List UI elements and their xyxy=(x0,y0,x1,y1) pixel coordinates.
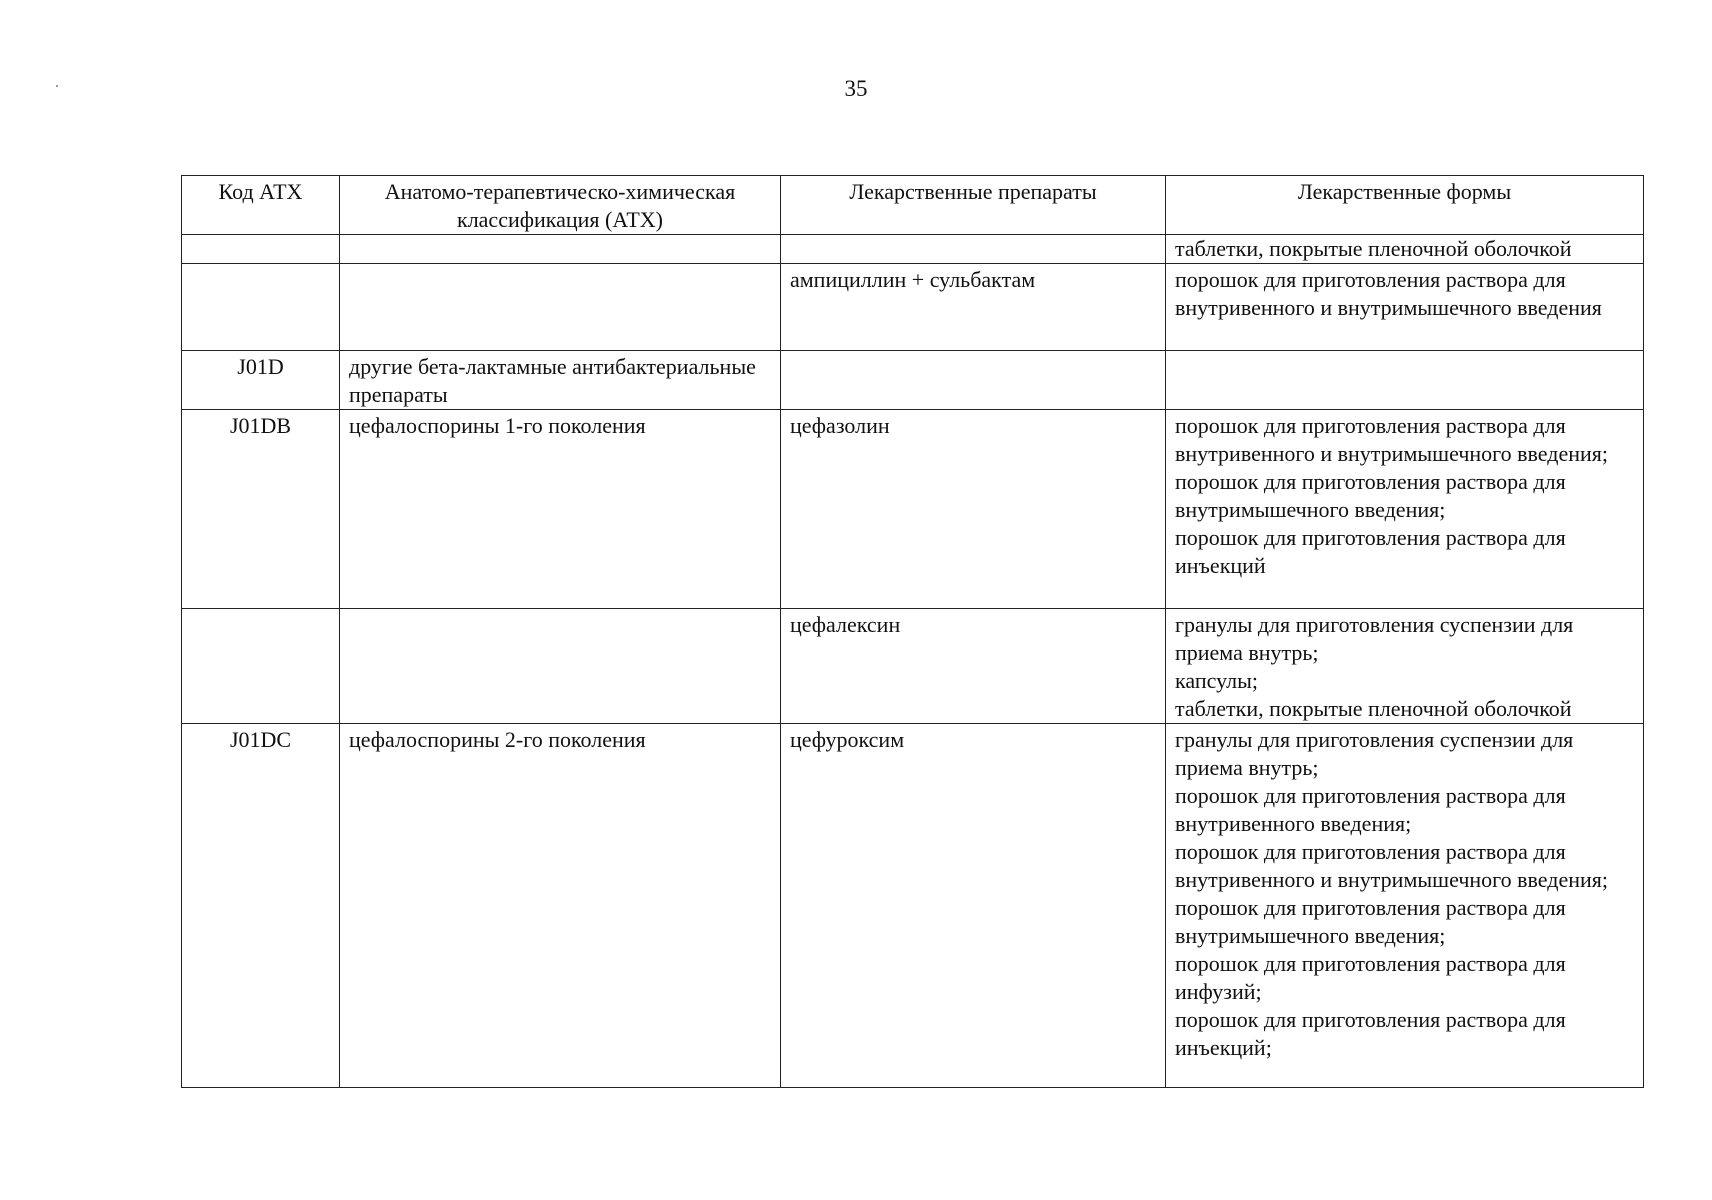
drug-cell: ампициллин + сульбактам xyxy=(781,264,1166,351)
dosage-form: порошок для приготовления раствора для инфузий; xyxy=(1175,951,1566,1004)
dosage-form: порошок для приготовления раствора для инъекций xyxy=(1175,525,1566,578)
dosage-form: порошок для приготовления раствора для инъекций; xyxy=(1175,1007,1566,1060)
dosage-form: гранулы для приготовления суспензии для приема внутрь; xyxy=(1175,727,1574,780)
forms-cell xyxy=(1166,609,1644,724)
forms-cell xyxy=(1166,410,1644,609)
atx-code-cell: J01DB xyxy=(182,410,340,609)
table-row xyxy=(182,351,1644,410)
atx-code-cell xyxy=(182,609,340,724)
table-row xyxy=(182,410,1644,609)
atx-code-cell xyxy=(182,235,340,264)
drug-cell xyxy=(781,235,1166,264)
dosage-form: порошок для приготовления раствора для внутривенного и внутримышечного введения; xyxy=(1175,413,1608,466)
drug-cell: цефазолин xyxy=(781,410,1166,609)
forms-cell xyxy=(1166,235,1644,264)
dosage-form: таблетки, покрытые пленочной оболочкой xyxy=(1175,696,1572,721)
table-header-row xyxy=(182,176,1644,235)
forms-cell xyxy=(1166,264,1644,351)
dosage-form: порошок для приготовления раствора для внутримышечного введения; xyxy=(1175,469,1566,522)
table-row xyxy=(182,235,1644,264)
header-atx-code: Код АТХ xyxy=(182,176,340,235)
dosage-form: порошок для приготовления раствора для внутривенного и внутримышечного введения xyxy=(1175,267,1602,320)
atx-code-cell: J01DC xyxy=(182,724,340,1088)
drug-cell xyxy=(781,351,1166,410)
dosage-form: капсулы; xyxy=(1175,668,1258,693)
classification-cell: цефалоспорины 1-го поколения xyxy=(340,410,781,609)
atx-code-cell: J01D xyxy=(182,351,340,410)
drug-cell: цефуроксим xyxy=(781,724,1166,1088)
atx-code-cell xyxy=(182,264,340,351)
dosage-form: таблетки, покрытые пленочной оболочкой xyxy=(1175,236,1572,261)
classification-cell: другие бета-лактамные антибактериальные препараты xyxy=(340,351,781,410)
table-row xyxy=(182,724,1644,1088)
classification-cell xyxy=(340,235,781,264)
header-atx-classification: Анатомо-терапевтическо-химическая классификация (АТХ) xyxy=(340,176,781,235)
header-dosage-forms: Лекарственные формы xyxy=(1166,176,1644,235)
dosage-form: порошок для приготовления раствора для внутримышечного введения; xyxy=(1175,895,1566,948)
dosage-form: порошок для приготовления раствора для внутривенного и внутримышечного введения; xyxy=(1175,839,1608,892)
drug-cell: цефалексин xyxy=(781,609,1166,724)
classification-cell: цефалоспорины 2-го поколения xyxy=(340,724,781,1088)
dosage-form: гранулы для приготовления суспензии для приема внутрь; xyxy=(1175,612,1574,665)
header-drugs: Лекарственные препараты xyxy=(781,176,1166,235)
classification-cell xyxy=(340,264,781,351)
classification-cell xyxy=(340,609,781,724)
atx-table xyxy=(181,175,1644,1088)
page-number: 35 xyxy=(844,76,868,101)
forms-cell xyxy=(1166,351,1644,410)
dosage-form: порошок для приготовления раствора для внутривенного введения; xyxy=(1175,783,1566,836)
table-row xyxy=(182,609,1644,724)
table-row xyxy=(182,264,1644,351)
forms-cell xyxy=(1166,724,1644,1088)
